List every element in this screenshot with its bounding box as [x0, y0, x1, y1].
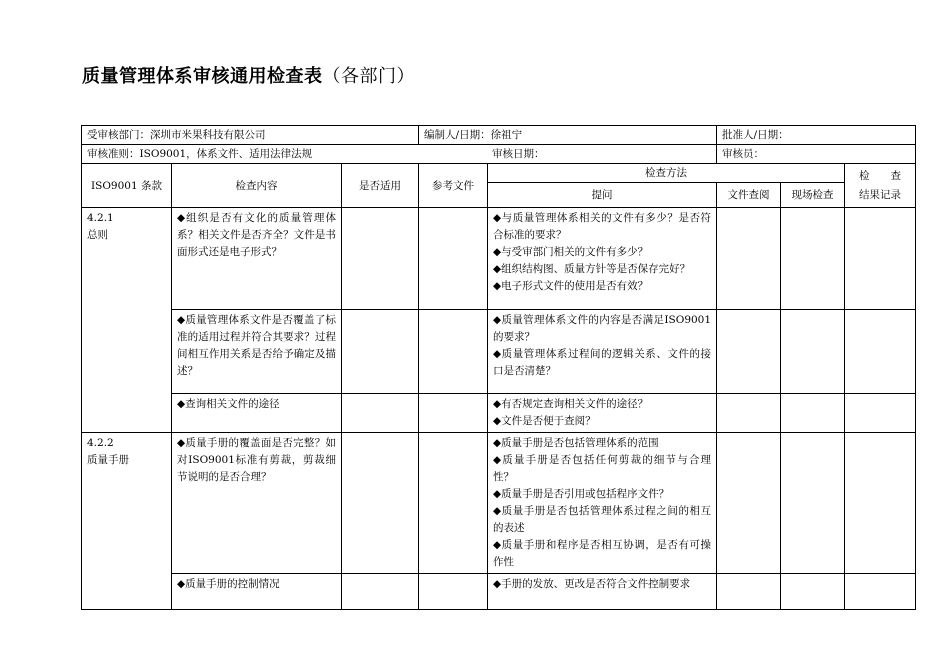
- dept-cell: 受审核部门：深圳市米果科技有限公司: [82, 126, 419, 145]
- question-cell: [488, 208, 717, 310]
- content-cell: ◆组织是否有文化的质量管理体系？相关文件是否齐全？文件是书面形式还是电子形式？: [172, 208, 342, 310]
- question-item: ◆质量管理体系过程间的逻辑关系、文件的接口是否清楚？: [493, 348, 712, 377]
- question-item: ◆质量管理体系文件的内容是否满足ISO9001的要求？: [493, 314, 712, 343]
- auditor-cell: 审核员：: [717, 145, 916, 164]
- title-suffix: （各部门）: [322, 66, 415, 87]
- site-check-cell[interactable]: [781, 208, 845, 310]
- col-result-bottom: 结果记录: [859, 188, 902, 201]
- col-doc-check: 文件查阅: [717, 183, 781, 208]
- doc-check-cell[interactable]: [717, 574, 781, 610]
- table-row: [82, 208, 916, 310]
- question-item: ◆质量手册是否包括管理体系的范围: [493, 437, 659, 449]
- audit-date-text: 审核日期：: [492, 148, 545, 160]
- result-cell[interactable]: [845, 208, 916, 310]
- header-row-2: [82, 145, 916, 164]
- question-cell: [488, 310, 717, 394]
- result-cell[interactable]: [845, 310, 916, 394]
- col-content: 检查内容: [172, 164, 342, 208]
- doc-check-cell[interactable]: [717, 310, 781, 394]
- question-item: ◆质量手册是否引用或包括程序文件？: [493, 488, 670, 500]
- content-cell: ◆质量手册的控制情况: [172, 574, 342, 610]
- criteria-cell: [82, 145, 717, 164]
- column-header-row-1: [82, 164, 916, 183]
- doc-check-cell[interactable]: [717, 394, 781, 433]
- result-cell[interactable]: [845, 574, 916, 610]
- question-item: ◆文件是否便于查阅？: [493, 415, 596, 427]
- clause-no: 4.2.2: [87, 437, 114, 449]
- col-result: [845, 164, 916, 208]
- site-check-cell[interactable]: [781, 574, 845, 610]
- ref-doc-cell[interactable]: [419, 394, 488, 433]
- question-item: ◆质量手册是否包括管理体系过程之间的相互的表述: [493, 505, 712, 534]
- col-site-check: 现场检查: [781, 183, 845, 208]
- approver-cell: 批准人/日期：: [717, 126, 916, 145]
- result-cell[interactable]: [845, 433, 916, 574]
- question-item: ◆与质量管理体系相关的文件有多少？是否符合标准的要求？: [493, 212, 712, 241]
- clause-cell: [82, 208, 172, 433]
- clause-name: 质量手册: [87, 454, 129, 466]
- question-item: ◆有否规定查询相关文件的途径？: [493, 398, 649, 410]
- ref-doc-cell[interactable]: [419, 310, 488, 394]
- table-row: [82, 394, 916, 433]
- result-cell[interactable]: [845, 394, 916, 433]
- ref-doc-cell[interactable]: [419, 433, 488, 574]
- col-result-top: 检 查: [859, 169, 902, 182]
- doc-check-cell[interactable]: [717, 208, 781, 310]
- question-item: ◆质量手册是否包括任何剪裁的细节与合理性？: [493, 454, 712, 483]
- site-check-cell[interactable]: [781, 433, 845, 574]
- applicable-cell[interactable]: [342, 433, 419, 574]
- header-row-1: [82, 126, 916, 145]
- ref-doc-cell[interactable]: [419, 208, 488, 310]
- site-check-cell[interactable]: [781, 394, 845, 433]
- col-question: 提问: [488, 183, 717, 208]
- col-ref-doc: 参考文件: [419, 164, 488, 208]
- question-item: ◆组织结构图、质量方针等是否保存完好？: [493, 263, 691, 275]
- clause-cell: [82, 433, 172, 610]
- table-row: [82, 433, 916, 574]
- content-cell: ◆质量管理体系文件是否覆盖了标准的适用过程并符合其要求？过程间相互作用关系是否给予确定及描述？: [172, 310, 342, 394]
- applicable-cell[interactable]: [342, 574, 419, 610]
- question-cell: ◆手册的发放、更改是否符合文件控制要求: [488, 574, 717, 610]
- editor-cell: 编制人/日期：徐祖宁: [419, 126, 717, 145]
- criteria-text: 审核准则：ISO9001，体系文件、适用法律法规: [87, 148, 313, 160]
- table-row: [82, 310, 916, 394]
- col-clause: ISO9001 条款: [82, 164, 172, 208]
- applicable-cell[interactable]: [342, 310, 419, 394]
- col-method: 检查方法: [488, 164, 845, 183]
- checklist-table: [81, 125, 916, 610]
- applicable-cell[interactable]: [342, 208, 419, 310]
- question-item: ◆质量手册和程序是否相互协调，是否有可操作性: [493, 539, 712, 568]
- question-cell: [488, 394, 717, 433]
- ref-doc-cell[interactable]: [419, 574, 488, 610]
- table-row: [82, 574, 916, 610]
- question-item: ◆与受审部门相关的文件有多少？: [493, 246, 649, 258]
- page-title: [82, 62, 415, 88]
- clause-name: 总则: [87, 229, 108, 241]
- doc-check-cell[interactable]: [717, 433, 781, 574]
- content-cell: ◆质量手册的覆盖面是否完整？如对ISO9001标准有剪裁，剪裁细节说明的是否合理？: [172, 433, 342, 574]
- title-main: 质量管理体系审核通用检查表: [82, 66, 323, 87]
- question-item: ◆电子形式文件的使用是否有效？: [493, 280, 649, 292]
- applicable-cell[interactable]: [342, 394, 419, 433]
- content-cell: ◆查询相关文件的途径: [172, 394, 342, 433]
- clause-no: 4.2.1: [87, 212, 114, 224]
- question-cell: [488, 433, 717, 574]
- col-applicable: 是否适用: [342, 164, 419, 208]
- site-check-cell[interactable]: [781, 310, 845, 394]
